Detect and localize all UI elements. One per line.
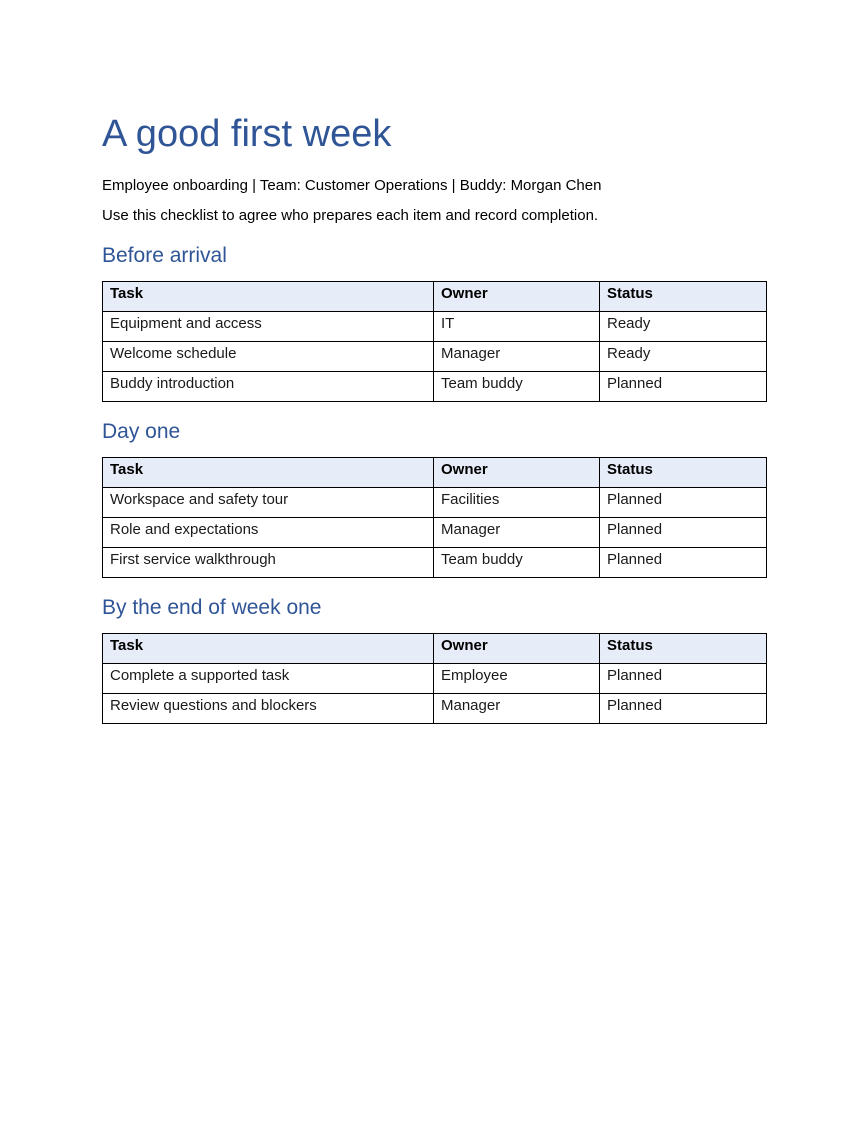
column-header-task: Task (103, 634, 434, 664)
column-header-owner: Owner (434, 634, 600, 664)
task-cell: Equipment and access (103, 312, 434, 342)
status-cell: Planned (600, 694, 767, 724)
status-cell: Ready (600, 342, 767, 372)
status-cell: Ready (600, 312, 767, 342)
table-header-row (103, 458, 767, 488)
before-arrival-table (102, 281, 767, 402)
status-cell: Planned (600, 372, 767, 402)
document-title: A good first week (102, 113, 392, 155)
column-header-owner: Owner (434, 282, 600, 312)
column-header-owner: Owner (434, 458, 600, 488)
task-cell: First service walkthrough (103, 548, 434, 578)
section-heading-end-of-week-one: By the end of week one (102, 596, 322, 619)
owner-cell: Employee (434, 664, 600, 694)
column-header-status: Status (600, 634, 767, 664)
owner-cell: Manager (434, 518, 600, 548)
task-cell: Role and expectations (103, 518, 434, 548)
table-row (103, 342, 767, 372)
task-cell: Buddy introduction (103, 372, 434, 402)
status-cell: Planned (600, 664, 767, 694)
end-of-week-one-table (102, 633, 767, 724)
task-cell: Workspace and safety tour (103, 488, 434, 518)
status-cell: Planned (600, 548, 767, 578)
column-header-status: Status (600, 458, 767, 488)
onboarding-meta: Employee onboarding | Team: Customer Operations | Buddy: Morgan Chen (102, 177, 602, 194)
owner-cell: Team buddy (434, 372, 600, 402)
table-row (103, 312, 767, 342)
owner-cell: Facilities (434, 488, 600, 518)
section-heading-day-one: Day one (102, 420, 181, 443)
task-cell: Welcome schedule (103, 342, 434, 372)
checklist-intro: Use this checklist to agree who prepares each item and record completion. (102, 207, 599, 224)
table-row (103, 488, 767, 518)
table-row (103, 372, 767, 402)
task-cell: Complete a supported task (103, 664, 434, 694)
table-row (103, 548, 767, 578)
status-cell: Planned (600, 518, 767, 548)
owner-cell: Manager (434, 694, 600, 724)
owner-cell: Team buddy (434, 548, 600, 578)
table-header-row (103, 282, 767, 312)
table-row (103, 694, 767, 724)
owner-cell: Manager (434, 342, 600, 372)
table-header-row (103, 634, 767, 664)
column-header-status: Status (600, 282, 767, 312)
column-header-task: Task (103, 458, 434, 488)
task-cell: Review questions and blockers (103, 694, 434, 724)
day-one-table (102, 457, 767, 578)
section-heading-before-arrival: Before arrival (102, 244, 227, 267)
owner-cell: IT (434, 312, 600, 342)
table-row (103, 518, 767, 548)
status-cell: Planned (600, 488, 767, 518)
table-row (103, 664, 767, 694)
column-header-task: Task (103, 282, 434, 312)
